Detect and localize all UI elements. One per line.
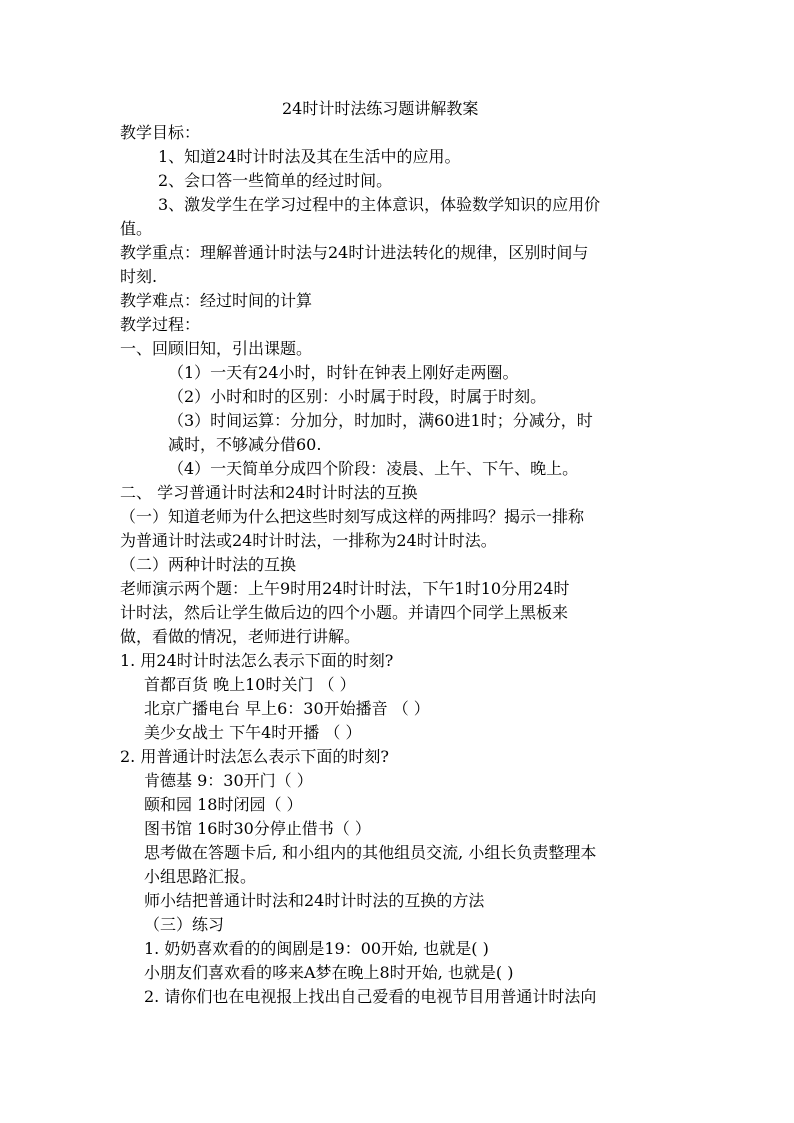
text-line: 值。 [120, 219, 153, 238]
text-line: 1、知道24时计时法及其在生活中的应用。 [158, 147, 461, 166]
text-line: 美少女战士 下午4时开播 （ ） [144, 723, 362, 742]
text-line: （一）知道老师为什么把这些时刻写成这样的两排吗？揭示一排称 [120, 507, 585, 526]
text-line: （三）练习 [144, 915, 225, 934]
text-line: 1. 用24时计时法怎么表示下面的时刻? [120, 651, 394, 670]
text-line: 教学目标： [120, 123, 201, 142]
text-line: 2、会口答一些简单的经过时间。 [158, 171, 393, 190]
text-line: （4）一天简单分成四个阶段：凌晨、上午、下午、晚上。 [168, 459, 579, 478]
text-line: 做，看做的情况，老师进行讲解。 [120, 627, 361, 646]
text-line: 图书馆 16时30分停止借书（ ） [144, 819, 371, 838]
text-line: 师小结把普通计时法和24时计时法的互换的方法 [144, 891, 485, 910]
text-line: 为普通计时法或24时计时法，一排称为24时计时法。 [120, 531, 497, 550]
text-line: （1）一天有24小时，时针在钟表上刚好走两圈。 [168, 363, 519, 382]
text-line: 减时，不够减分借60. [168, 435, 322, 454]
text-line: 1. 奶奶喜欢看的的闽剧是19：00开始, 也就是( ) [144, 939, 489, 958]
text-line: 老师演示两个题：上午9时用24时计时法，下午1时10分用24时 [120, 579, 570, 598]
text-line: 教学过程： [120, 315, 201, 334]
text-line: 首都百货 晚上10时关门 （ ） [144, 675, 356, 694]
text-line: 一、回顾旧知，引出课题。 [120, 339, 313, 358]
text-line: 2. 请你们也在电视报上找出自己爱看的电视节目用普通计时法向 [144, 987, 597, 1006]
text-line: 肯德基 9：30开门（ ） [144, 771, 313, 790]
text-line: 二、 学习普通计时法和24时计时法的互换 [120, 483, 418, 502]
text-line: 思考做在答题卡后, 和小组内的其他组员交流, 小组长负责整理本 [144, 843, 597, 862]
text-line: （3）时间运算：分加分，时加时，满60进1时；分减分，时 [168, 411, 593, 430]
text-line: 计时法，然后让学生做后边的四个小题。并请四个同学上黑板来 [120, 603, 569, 622]
text-line: （2）小时和时的区别：小时属于时段，时属于时刻。 [168, 387, 547, 406]
text-line: 教学重点：理解普通计时法与24时计进法转化的规律，区别时间与 [120, 243, 589, 262]
document-title: 24时计时法练习题讲解教案 [282, 99, 479, 118]
text-line: 颐和园 18时闭园（ ） [144, 795, 303, 814]
text-line: 2. 用普通计时法怎么表示下面的时刻? [120, 747, 389, 766]
text-line: 北京广播电台 早上6：30开始播音 （ ） [144, 699, 430, 718]
text-line: 小组思路汇报。 [144, 867, 257, 886]
text-line: 教学难点：经过时间的计算 [120, 291, 313, 310]
text-line: （二）两种计时法的互换 [120, 555, 297, 574]
text-line: 小朋友们喜欢看的哆来A梦在晚上8时开始, 也就是( ) [144, 963, 514, 982]
text-line: 3、激发学生在学习过程中的主体意识，体验数学知识的应用价 [158, 195, 601, 214]
text-line: 时刻. [120, 267, 158, 286]
